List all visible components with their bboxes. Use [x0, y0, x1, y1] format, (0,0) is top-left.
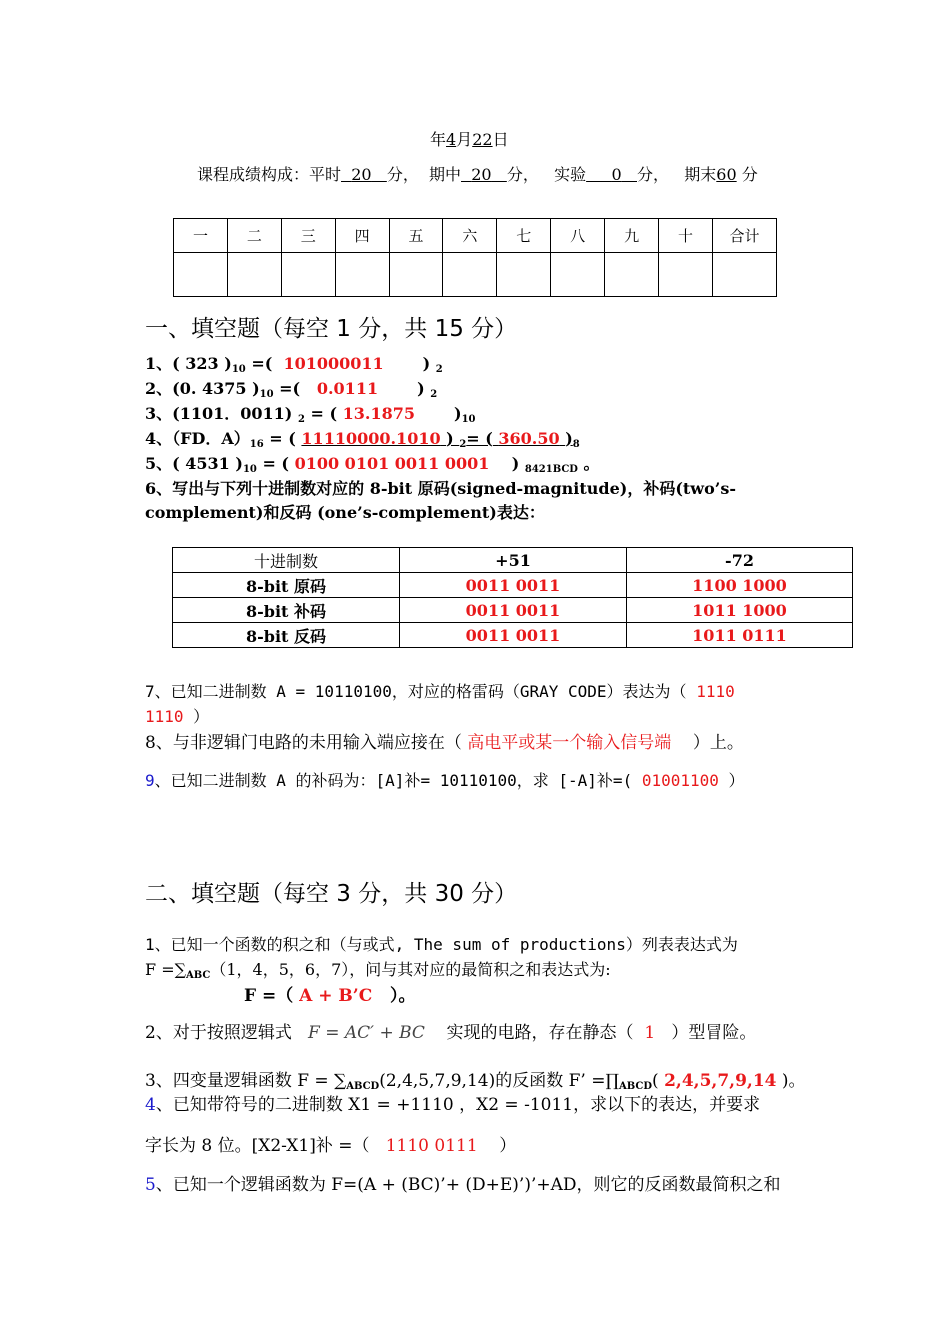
question-1-2: 2、(0. 4375 )$_{10}$ =( 0.0111 ) $_2$ [145, 379, 438, 400]
code-row-label: 8-bit 反码 [173, 623, 400, 648]
grading-unit: 分 [741, 165, 758, 184]
score-table-header-row [174, 219, 777, 253]
answer: 360.50 [498, 429, 560, 448]
answer: 01001100 [641, 771, 719, 790]
answer: 1110 0111 [385, 1136, 478, 1156]
score-header-cell: 二 [227, 219, 281, 253]
code-header-cell: -72 [627, 548, 853, 573]
question-1-6-line1: 6、写出与下列十进制数对应的 8-bit 原码(signed-magnitude)，补码(two’s- [145, 479, 736, 498]
code-value: 1100 1000 [627, 573, 853, 598]
grading-unit: 分， [506, 165, 539, 184]
grading-midterm-label: 期中 [429, 165, 462, 184]
answer: 2,4,5,7,9,14 [664, 1071, 777, 1091]
score-cell[interactable] [712, 253, 776, 297]
score-header-cell: 七 [497, 219, 551, 253]
question-1-4: 4、（FD．$A)_{16}$ = ( 11110000.1010 ) $_2$= ( 360.50 )$_8$ [145, 429, 580, 450]
grading-lab-label: 实验 [554, 165, 587, 184]
date-month-label: 月 [456, 130, 473, 149]
question-2-1-line3: F =（ A + B’C ）。 [244, 986, 416, 1006]
score-header-cell: 八 [551, 219, 605, 253]
score-cell[interactable] [659, 253, 713, 297]
question-1-7: 7、已知二进制数 A = 10110100，对应的格雷码（GRAY CODE）表达为（ 1110 [145, 682, 735, 701]
question-2-5-line1: 5、已知一个逻辑函数为 F=(A + (BC)’+ (D+E)’)’+AD，则它的反函数最简积之和 [145, 1175, 781, 1195]
question-1-1: 1、( 323 )$_{10}$ =( 101000011 ) $_2$ [145, 354, 443, 375]
score-cell[interactable] [335, 253, 389, 297]
grading-lab: 0 [611, 165, 622, 184]
question-1-6-line2: complement)和反码 (one’s-complement)表达： [145, 503, 545, 522]
grading-unit: 分， [637, 165, 670, 184]
code-value: 0011 0011 [400, 598, 627, 623]
formula: F = AC′ + BC [308, 1023, 425, 1043]
code-table-row [173, 598, 853, 623]
question-1-8: 8、与非逻辑门电路的未用输入端应接在（ 高电平或某一个输入信号端 ）上。 [145, 733, 744, 753]
question-2-1-line2: $F =\sum_{ABC}(1$，4，5，6，7），问与其对应的最简积之和表达式为: [145, 960, 611, 981]
grading-midterm: 20 [471, 165, 492, 184]
question-2-3: 3、四变量逻辑函数 $F = \sum_{ABCD}(2,4,5,7,9,14)$的反函数 F’ $=\prod_{ABCD}$( 2,4,5,7,9,14 )。 [145, 1071, 806, 1092]
score-cell[interactable] [605, 253, 659, 297]
grading-regular: 20 [351, 165, 372, 184]
score-header-cell: 四 [335, 219, 389, 253]
grading-final-label: 期末 [684, 165, 717, 184]
answer: 0100 0101 0011 0001 [294, 454, 490, 473]
answer: 101000011 [283, 354, 384, 373]
score-cell[interactable] [497, 253, 551, 297]
score-table-score-row [174, 253, 777, 297]
answer: 1 [644, 1023, 656, 1043]
date-day-label: 日 [492, 130, 509, 149]
section2-title: 二、填空题（每空 3 分，共 30 分） [145, 881, 518, 907]
score-table [173, 218, 777, 297]
code-table-header-row [173, 548, 853, 573]
code-value: 0011 0011 [400, 573, 627, 598]
answer: 13.1875 [342, 404, 415, 423]
code-row-label: 8-bit 补码 [173, 598, 400, 623]
section1-title: 一、填空题（每空 1 分，共 15 分） [145, 316, 518, 342]
code-table-row [173, 623, 853, 648]
answer: A + B’C [299, 986, 373, 1006]
score-cell[interactable] [174, 253, 228, 297]
question-1-9: 9、已知二进制数 A 的补码为：[A]补= 10110100，求 [-A]补=( 01001100 ） [145, 771, 745, 790]
code-header-cell: +51 [400, 548, 627, 573]
code-header-cell: 十进制数 [173, 548, 400, 573]
score-cell[interactable] [227, 253, 281, 297]
question-2-4-line2: 字长为 8 位。[X2-X1]补 =（ 1110 0111 ） [145, 1136, 517, 1156]
score-cell[interactable] [551, 253, 605, 297]
question-1-3: 3、(1101．0011) $_2$ = ( 13.1875 )$_{10}$ [145, 404, 476, 425]
question-1-5: 5、( 4531 )$_{10}$ = ( 0100 0101 0011 0001 ) $_{8421BCD}$ 。 [145, 454, 600, 475]
score-header-cell: 三 [281, 219, 335, 253]
code-value: 0011 0011 [400, 623, 627, 648]
score-header-cell: 九 [605, 219, 659, 253]
question-2-2: 2、对于按照逻辑式 F = AC′ + BC 实现的电路，存在静态（ 1 ）型冒险。 [145, 1023, 757, 1043]
exam-date [430, 127, 509, 150]
score-header-cell: 五 [389, 219, 443, 253]
date-month: 4 [446, 130, 457, 149]
grading-unit: 分， [386, 165, 419, 184]
score-cell[interactable] [389, 253, 443, 297]
answer: 11110000.1010 [301, 429, 441, 448]
grading-final: 60 [716, 165, 737, 184]
answer: 1110 [145, 707, 184, 726]
answer: 0.0111 [316, 379, 379, 398]
code-value: 1011 1000 [627, 598, 853, 623]
score-header-cell: 六 [443, 219, 497, 253]
date-day: 22 [472, 130, 493, 149]
score-cell[interactable] [281, 253, 335, 297]
answer: 1110 [696, 682, 735, 701]
code-value: 1011 0111 [627, 623, 853, 648]
code-row-label: 8-bit 原码 [173, 573, 400, 598]
score-cell[interactable] [443, 253, 497, 297]
date-year-label: 年 [430, 130, 447, 149]
question-2-1-line1: 1、已知一个函数的积之和（与或式, The sum of productions）列表表达式为 [145, 935, 738, 954]
answer: 高电平或某一个输入信号端 [467, 733, 672, 753]
score-header-cell: 合计 [712, 219, 776, 253]
grading-composition [197, 162, 758, 185]
code-table-row [173, 573, 853, 598]
score-header-cell: 十 [659, 219, 713, 253]
question-2-4-line1: 4、已知带符号的二进制数 X1 = +1110 ，X2 = -1011，求以下的表达，并要求 [145, 1095, 761, 1115]
grading-label: 课程成绩构成：平时 [197, 165, 342, 184]
score-header-cell: 一 [174, 219, 228, 253]
question-1-7-cont: 1110 ） [145, 707, 210, 726]
code-table [172, 547, 853, 648]
